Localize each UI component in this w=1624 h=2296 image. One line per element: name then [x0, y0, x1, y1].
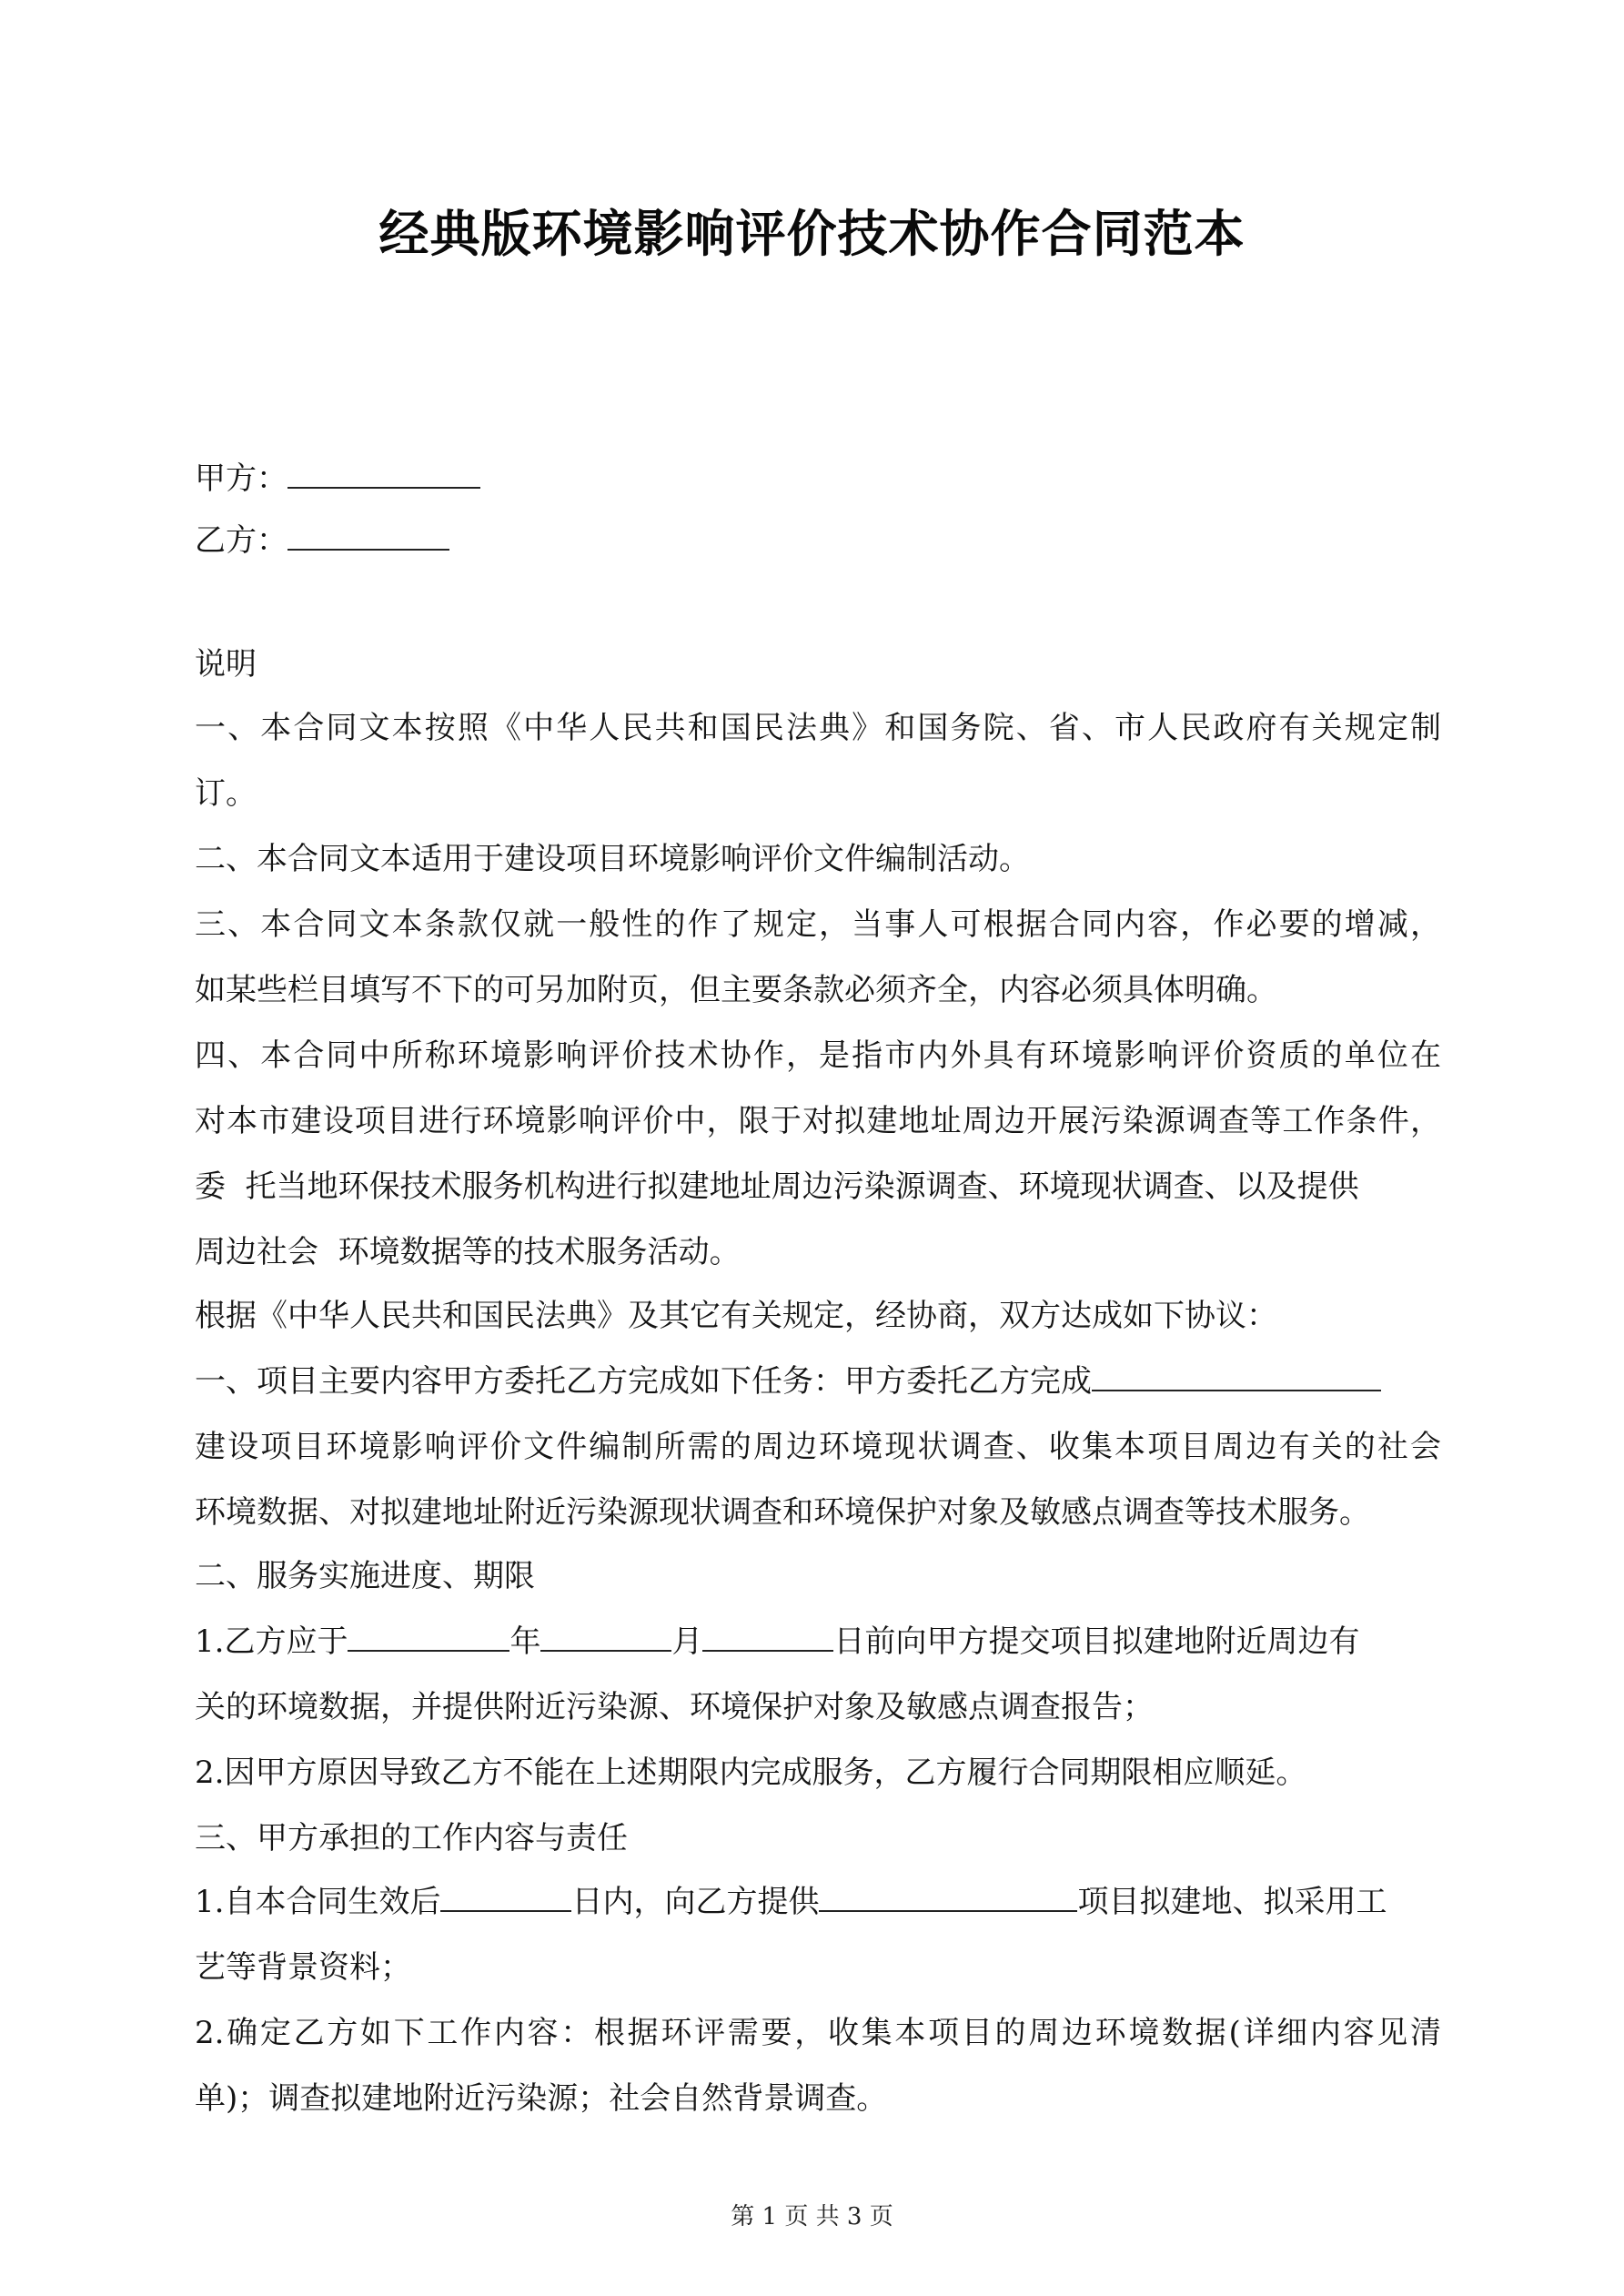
- section1-line3: 环境数据、对拟建地址附近污染源现状调查和环境保护对象及敏感点调查等技术服务。: [195, 1494, 1370, 1531]
- s3-item1-rest: 项目拟建地、拟采用工: [1077, 1884, 1387, 1920]
- s3-item1-mid: 日内，向乙方提供: [571, 1884, 820, 1920]
- party-a-line: [195, 457, 1441, 501]
- note4-line3: 委 托当地环保技术服务机构进行拟建地址周边污染源调查、环境现状调查、以及提供: [195, 1168, 1359, 1205]
- section3-item1-line1: [195, 1880, 1441, 1924]
- section2-item1-line1: [195, 1620, 1441, 1664]
- party-a-blank: [287, 460, 480, 489]
- month-blank: [540, 1623, 671, 1652]
- note-heading: 说明: [195, 646, 257, 683]
- section2-item1-line2: 关的环境数据，并提供附近污染源、环境保护对象及敏感点调查报告；: [195, 1689, 1154, 1725]
- year-blank: [348, 1623, 509, 1652]
- agreement-basis: 根据《中华人民共和国民法典》及其它有关规定，经协商，双方达成如下协议：: [195, 1298, 1277, 1334]
- section2-item2: 2.因甲方原因导致乙方不能在上述期限内完成服务，乙方履行合同期限相应顺延。: [195, 1755, 1307, 1791]
- note2-line: 二、本合同文本适用于建设项目环境影响评价文件编制活动。: [195, 841, 1030, 877]
- section3-heading: 三、甲方承担的工作内容与责任: [195, 1820, 628, 1856]
- section1-line2: 建设项目环境影响评价文件编制所需的周边环境现状调查、收集本项目周边有关的社会: [195, 1429, 1441, 1465]
- page-footer: 第 1 页 共 3 页: [731, 2203, 893, 2230]
- s2-item1-lead: 1.乙方应于: [195, 1623, 348, 1660]
- day-blank: [702, 1623, 833, 1652]
- year-label: 年: [509, 1623, 541, 1660]
- party-a-label: 甲方：: [195, 460, 287, 497]
- day-text: 日前向甲方提交项目拟建地附近周边有: [833, 1623, 1360, 1660]
- section1-text: 一、项目主要内容甲方委托乙方完成如下任务：甲方委托乙方完成: [195, 1363, 1092, 1400]
- s3-item1-lead: 1.自本合同生效后: [195, 1884, 441, 1920]
- party-b-label: 乙方：: [195, 522, 287, 559]
- note4-line4: 周边社会 环境数据等的技术服务活动。: [195, 1234, 741, 1270]
- note1-line1: 一、本合同文本按照《中华人民共和国民法典》和国务院、省、市人民政府有关规定制: [195, 710, 1441, 746]
- month-label: 月: [671, 1623, 703, 1660]
- section3-item1-line2: 艺等背景资料；: [195, 1949, 411, 1986]
- note4-line2: 对本市建设项目进行环境影响评价中，限于对拟建地址周边开展污染源调查等工作条件，: [195, 1103, 1441, 1139]
- document-title: 经典版环境影响评价技术协作合同范本: [378, 205, 1246, 263]
- party-b-blank: [287, 521, 449, 551]
- section3-item2-line2: 单)；调查拟建地附近污染源；社会自然背景调查。: [195, 2080, 888, 2117]
- days-blank: [440, 1883, 571, 1912]
- section1-line1: [195, 1360, 1441, 1403]
- project-name-blank: [1092, 1362, 1381, 1391]
- party-b-line: [195, 519, 1441, 562]
- project-blank: [819, 1883, 1077, 1912]
- note1-line2: 订。: [195, 775, 257, 812]
- section2-heading: 二、服务实施进度、期限: [195, 1558, 535, 1594]
- note3-line1: 三、本合同文本条款仅就一般性的作了规定，当事人可根据合同内容，作必要的增减，: [195, 906, 1441, 943]
- section3-item2-line1: 2.确定乙方如下工作内容：根据环评需要，收集本项目的周边环境数据(详细内容见清: [195, 2015, 1441, 2051]
- note3-line2: 如某些栏目填写不下的可另加附页，但主要条款必须齐全，内容必须具体明确。: [195, 972, 1277, 1008]
- note4-line1: 四、本合同中所称环境影响评价技术协作，是指市内外具有环境影响评价资质的单位在: [195, 1037, 1441, 1074]
